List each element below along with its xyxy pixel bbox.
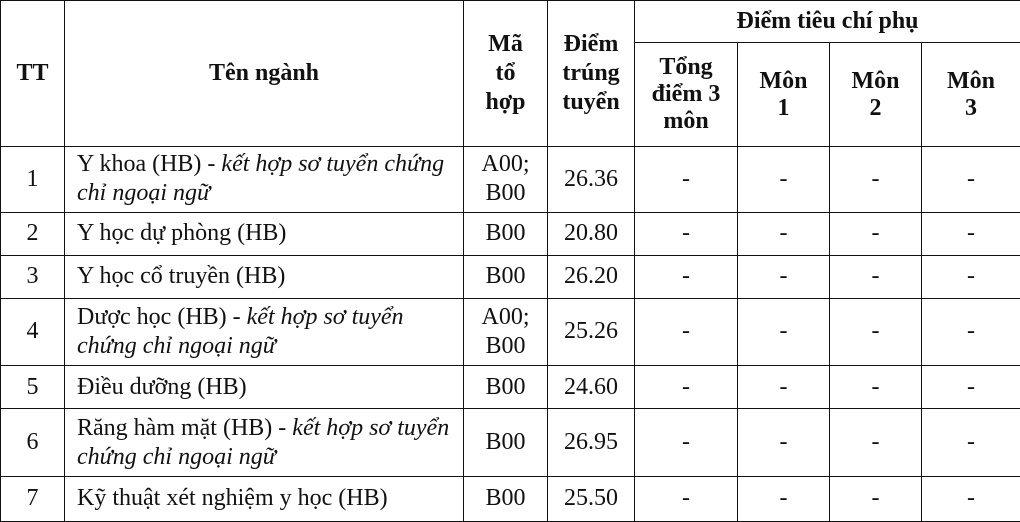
row-mon-1: -	[738, 366, 830, 409]
program-name: Răng hàm mặt (HB) -	[77, 414, 293, 441]
header-mon-line: Môn	[759, 67, 808, 94]
row-subject-code	[464, 366, 548, 409]
program-note: kết hợp sơ tuyển chứng chỉ ngoại ngữ	[77, 151, 445, 207]
row-tt: 4	[1, 298, 65, 366]
row-mon-3: -	[922, 147, 1020, 213]
row-mon-1: -	[738, 476, 830, 521]
row-program-name	[65, 147, 464, 213]
row-tong-diem: -	[635, 366, 738, 409]
subject-code-line: B00	[485, 220, 526, 247]
program-name: Y học cổ truyền (HB)	[77, 263, 286, 290]
subject-code-line: B00	[485, 429, 526, 456]
header-diem-trung-tuyen	[548, 1, 635, 147]
row-score: 20.80	[548, 212, 635, 255]
row-program-name	[65, 212, 464, 255]
program-note: kết hợp sơ tuyển chứng chỉ ngoại ngữ	[77, 303, 404, 359]
program-name: Y học dự phòng (HB)	[77, 220, 287, 247]
subject-code-line: B00	[485, 485, 526, 512]
row-mon-2: -	[830, 147, 922, 213]
table-row	[1, 366, 1020, 409]
header-mon-line: 1	[777, 94, 790, 121]
row-mon-2: -	[830, 255, 922, 298]
row-program-name	[65, 409, 464, 477]
header-tong-line: Tổng	[659, 54, 713, 80]
row-mon-3: -	[922, 476, 1020, 521]
program-name: Kỹ thuật xét nghiệm y học (HB)	[77, 485, 388, 512]
header-tong-line: môn	[663, 108, 709, 134]
row-tt: 5	[1, 366, 65, 409]
table-row	[1, 409, 1020, 477]
header-tong-diem	[635, 43, 738, 147]
row-mon-3: -	[922, 298, 1020, 366]
row-mon-3: -	[922, 409, 1020, 477]
row-tong-diem: -	[635, 298, 738, 366]
subject-code-line: A00;	[481, 151, 530, 178]
program-note: kết hợp sơ tuyển chứng chỉ ngoại ngữ	[77, 414, 450, 470]
header-diem-line: tuyển	[562, 89, 620, 115]
row-mon-1: -	[738, 255, 830, 298]
table-row	[1, 147, 1020, 213]
row-subject-code	[464, 409, 548, 477]
header-mon-1	[738, 43, 830, 147]
header-diem-tieu-chi-phu: Điểm tiêu chí phụ	[635, 1, 1020, 43]
header-ma-to-hop-line: Mã	[488, 31, 523, 57]
header-mon-line: 2	[869, 94, 882, 121]
header-mon-3	[922, 43, 1020, 147]
row-program-name	[65, 476, 464, 521]
row-tong-diem: -	[635, 147, 738, 213]
table-row	[1, 298, 1020, 366]
header-ma-to-hop-line: tổ	[495, 60, 516, 86]
row-score: 24.60	[548, 366, 635, 409]
row-score: 26.95	[548, 409, 635, 477]
row-tt: 6	[1, 409, 65, 477]
table-row	[1, 255, 1020, 298]
header-tt: TT	[1, 1, 65, 147]
subject-code-line: A00;	[481, 303, 530, 330]
table-row	[1, 476, 1020, 521]
row-program-name	[65, 255, 464, 298]
row-tt: 2	[1, 212, 65, 255]
row-mon-3: -	[922, 255, 1020, 298]
header-mon-2	[830, 43, 922, 147]
program-name: Y khoa (HB) -	[77, 151, 222, 178]
row-score: 26.20	[548, 255, 635, 298]
row-mon-1: -	[738, 409, 830, 477]
subject-code-line: B00	[485, 332, 526, 359]
row-mon-1: -	[738, 212, 830, 255]
row-subject-code	[464, 255, 548, 298]
row-score: 25.26	[548, 298, 635, 366]
row-mon-3: -	[922, 212, 1020, 255]
row-mon-2: -	[830, 476, 922, 521]
program-name: Dược học (HB) -	[77, 303, 247, 330]
subject-code-line: B00	[485, 180, 526, 207]
subject-code-line: B00	[485, 373, 526, 400]
header-mon-line: Môn	[851, 67, 900, 94]
row-mon-3: -	[922, 366, 1020, 409]
header-mon-line: 3	[965, 94, 977, 121]
header-mon-line: Môn	[947, 67, 995, 94]
row-mon-2: -	[830, 298, 922, 366]
row-mon-2: -	[830, 409, 922, 477]
row-subject-code	[464, 212, 548, 255]
header-diem-line: trúng	[562, 60, 620, 86]
row-score: 25.50	[548, 476, 635, 521]
row-tt: 3	[1, 255, 65, 298]
header-tong-line: điểm 3	[651, 81, 721, 107]
row-tong-diem: -	[635, 255, 738, 298]
header-diem-line: Điểm	[563, 31, 619, 57]
row-program-name	[65, 298, 464, 366]
row-tt: 1	[1, 147, 65, 213]
header-ma-to-hop-line: hợp	[485, 89, 526, 115]
program-name: Điều dưỡng (HB)	[77, 373, 247, 400]
row-subject-code	[464, 476, 548, 521]
header-ten-nganh: Tên ngành	[65, 1, 464, 147]
row-tong-diem: -	[635, 212, 738, 255]
table-row	[1, 212, 1020, 255]
row-tt: 7	[1, 476, 65, 521]
row-mon-2: -	[830, 212, 922, 255]
header-ma-to-hop	[464, 1, 548, 147]
row-mon-1: -	[738, 147, 830, 213]
row-mon-2: -	[830, 366, 922, 409]
row-subject-code	[464, 298, 548, 366]
row-program-name	[65, 366, 464, 409]
row-score: 26.36	[548, 147, 635, 213]
row-tong-diem: -	[635, 409, 738, 477]
subject-code-line: B00	[485, 263, 526, 290]
row-subject-code	[464, 147, 548, 213]
row-tong-diem: -	[635, 476, 738, 521]
row-mon-1: -	[738, 298, 830, 366]
